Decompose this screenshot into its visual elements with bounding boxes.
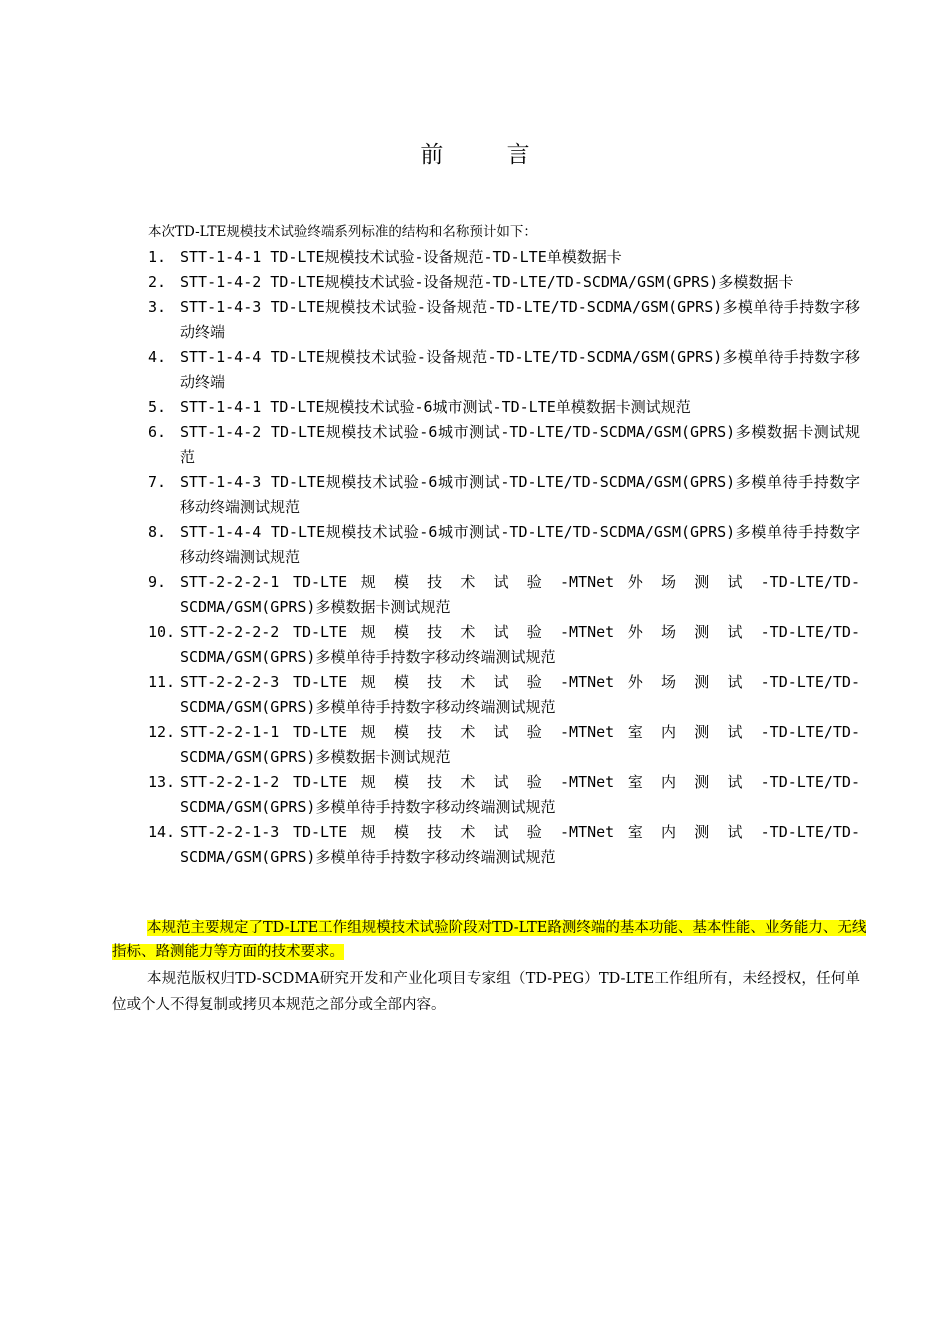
item-text: STT-1-4-4 TD-LTE规模技术试验-6城市测试-TD-LTE/TD-SCDMA/GSM(GPRS)多模单待手持数字移动终端测试规范 [180, 523, 860, 566]
item-number: 14. [148, 823, 176, 841]
list-item [148, 770, 860, 820]
standards-list [148, 245, 860, 870]
page-title: 前 言 [420, 142, 558, 168]
highlighted-text: 本规范主要规定了TD-LTE工作组规模技术试验阶段对TD-LTE路测终端的基本功能、基本性能、业务能力、无线指标、路测能力等方面的技术要求。 [112, 920, 867, 960]
list-item [148, 520, 860, 570]
scope-paragraph [112, 916, 878, 964]
list-item [148, 620, 860, 670]
item-text: STT-1-4-2 TD-LTE规模技术试验-6城市测试-TD-LTE/TD-SCDMA/GSM(GPRS)多模数据卡测试规范 [180, 423, 860, 466]
item-text: STT-2-2-1-2 TD-LTE 规 模 技 术 试 验 -MTNet 室 内 测 试 -TD-LTE/TD-SCDMA/GSM(GPRS)多模单待手持数字移动终端测试规范 [180, 773, 860, 816]
intro-text: 本次TD-LTE规模技术试验终端系列标准的结构和名称预计如下： [148, 224, 537, 240]
list-item [148, 470, 860, 520]
item-text: STT-2-2-1-1 TD-LTE 规 模 技 术 试 验 -MTNet 室 内 测 试 -TD-LTE/TD-SCDMA/GSM(GPRS)多模数据卡测试规范 [180, 723, 860, 766]
item-number: 3. [148, 298, 167, 316]
list-item [148, 345, 860, 395]
item-number: 8. [148, 523, 167, 541]
item-number: 6. [148, 423, 167, 441]
item-number: 10. [148, 623, 176, 641]
item-number: 11. [148, 673, 176, 691]
item-number: 12. [148, 723, 176, 741]
list-item [148, 720, 860, 770]
item-number: 1. [148, 248, 167, 266]
item-text: STT-2-2-2-1 TD-LTE 规 模 技 术 试 验 -MTNet 外 场 测 试 -TD-LTE/TD-SCDMA/GSM(GPRS)多模数据卡测试规范 [180, 573, 860, 616]
item-text: STT-1-4-3 TD-LTE规模技术试验-6城市测试-TD-LTE/TD-SCDMA/GSM(GPRS)多模单待手持数字移动终端测试规范 [180, 473, 860, 516]
list-item [148, 295, 860, 345]
item-number: 5. [148, 398, 167, 416]
item-text: STT-1-4-1 TD-LTE规模技术试验-设备规范-TD-LTE单模数据卡 [180, 248, 622, 266]
item-number: 4. [148, 348, 167, 366]
item-number: 13. [148, 773, 176, 791]
list-item [148, 670, 860, 720]
list-item [148, 820, 860, 870]
list-item [148, 395, 860, 420]
item-text: STT-2-2-2-3 TD-LTE 规 模 技 术 试 验 -MTNet 外 场 测 试 -TD-LTE/TD-SCDMA/GSM(GPRS)多模单待手持数字移动终端测试规范 [180, 673, 860, 716]
list-item [148, 245, 860, 270]
item-number: 2. [148, 273, 167, 291]
item-text: STT-1-4-3 TD-LTE规模技术试验-设备规范-TD-LTE/TD-SCDMA/GSM(GPRS)多模单待手持数字移动终端 [180, 298, 860, 341]
item-text: STT-2-2-1-3 TD-LTE 规 模 技 术 试 验 -MTNet 室 内 测 试 -TD-LTE/TD-SCDMA/GSM(GPRS)多模单待手持数字移动终端测试规范 [180, 823, 860, 866]
item-number: 9. [148, 573, 167, 591]
item-number: 7. [148, 473, 167, 491]
item-text: STT-1-4-2 TD-LTE规模技术试验-设备规范-TD-LTE/TD-SCDMA/GSM(GPRS)多模数据卡 [180, 273, 794, 291]
item-text: STT-1-4-1 TD-LTE规模技术试验-6城市测试-TD-LTE单模数据卡测试规范 [180, 398, 691, 416]
list-item [148, 420, 860, 470]
list-item [148, 270, 860, 295]
item-text: STT-2-2-2-2 TD-LTE 规 模 技 术 试 验 -MTNet 外 场 测 试 -TD-LTE/TD-SCDMA/GSM(GPRS)多模单待手持数字移动终端测试规范 [180, 623, 860, 666]
item-text: STT-1-4-4 TD-LTE规模技术试验-设备规范-TD-LTE/TD-SCDMA/GSM(GPRS)多模单待手持数字移动终端 [180, 348, 860, 391]
copyright-paragraph: 本规范版权归TD-SCDMA研究开发和产业化项目专家组（TD-PEG）TD-LTE工作组所有，未经授权，任何单位或个人不得复制或拷贝本规范之部分或全部内容。 [112, 971, 860, 1013]
list-item [148, 570, 860, 620]
